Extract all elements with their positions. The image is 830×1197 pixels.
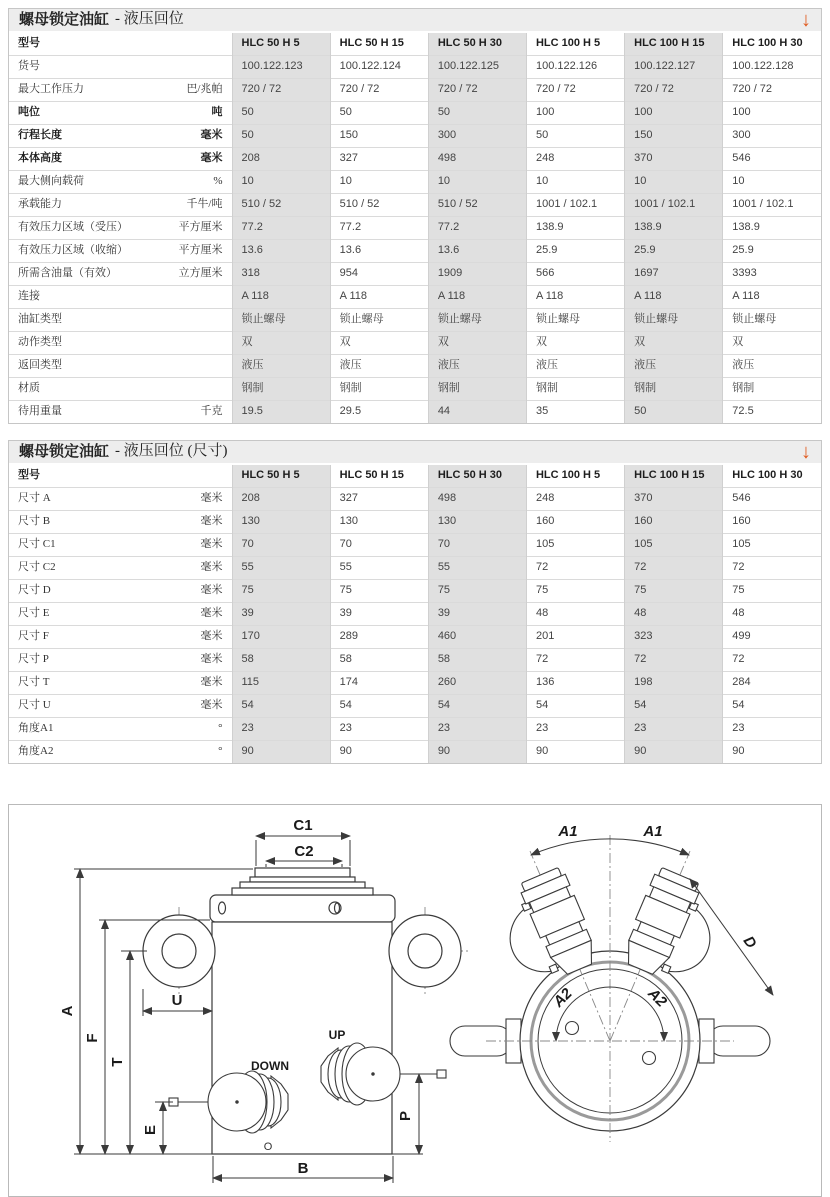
spec-value: 130	[428, 511, 526, 534]
jump-down-arrow-icon[interactable]: ↓	[801, 8, 811, 31]
row-label: 尺寸 B 毫米	[9, 511, 232, 534]
spec-value: 钢制	[526, 378, 624, 401]
spec-value: 248	[526, 148, 624, 171]
spec-value: 510 / 52	[330, 194, 428, 217]
spec-value: 双	[330, 332, 428, 355]
spec-value: 50	[232, 125, 330, 148]
spec-value: 138.9	[526, 217, 624, 240]
spec-value: 720 / 72	[526, 79, 624, 102]
model-name: HLC 100 H 30	[723, 33, 821, 56]
model-name: HLC 50 H 15	[330, 465, 428, 488]
spec-value: 170	[232, 626, 330, 649]
spec-value: 液压	[526, 355, 624, 378]
column-header-label: 型号	[18, 469, 40, 481]
row-label: 所需含油量（有效） 立方厘米	[9, 263, 232, 286]
spec-value: 23	[625, 718, 723, 741]
spec-value: 25.9	[723, 240, 821, 263]
spec-value: 13.6	[428, 240, 526, 263]
table-title-bold: 螺母锁定油缸	[19, 11, 110, 28]
spec-row	[9, 240, 821, 263]
spec-value: 13.6	[232, 240, 330, 263]
row-label: 待用重量 千克	[9, 401, 232, 424]
spec-value: 289	[330, 626, 428, 649]
dim-label-a1-right: A1	[643, 823, 663, 840]
model-name: HLC 50 H 5	[232, 33, 330, 56]
spec-value: 锁止螺母	[526, 309, 624, 332]
port-hole-left	[566, 1022, 579, 1035]
column-header-label: 型号	[18, 37, 40, 49]
spec-value: 720 / 72	[428, 79, 526, 102]
spec-value: 35	[526, 401, 624, 424]
spec-value: 318	[232, 263, 330, 286]
saddle-top	[255, 868, 350, 877]
row-label: 最大侧向载荷 %	[9, 171, 232, 194]
o-port-label: O	[263, 1141, 273, 1153]
spec-row	[9, 580, 821, 603]
spec-value: 1001 / 102.1	[723, 194, 821, 217]
spec-value: 48	[526, 603, 624, 626]
spec-value: 198	[625, 672, 723, 695]
spec-row	[9, 355, 821, 378]
spec-row	[9, 102, 821, 125]
spec-value: 90	[428, 741, 526, 764]
spec-value: 260	[428, 672, 526, 695]
spec-row	[9, 401, 821, 424]
row-label: 角度A1 °	[9, 718, 232, 741]
spec-row	[9, 695, 821, 718]
spec-row	[9, 263, 821, 286]
spec-value: A 118	[625, 286, 723, 309]
spec-value: 双	[526, 332, 624, 355]
spec-value: 70	[330, 534, 428, 557]
spec-value: 10	[625, 171, 723, 194]
spec-value: 72	[723, 649, 821, 672]
spec-row	[9, 79, 821, 102]
dim-label-a2-left: A2	[550, 985, 576, 1011]
table-title-bar	[9, 9, 821, 33]
row-label: 尺寸 T 毫米	[9, 672, 232, 695]
spec-value: 130	[232, 511, 330, 534]
port-hole-right	[643, 1052, 656, 1065]
dim-label-a: A	[59, 1005, 76, 1017]
spec-value: 54	[723, 695, 821, 718]
spec-value: 75	[625, 580, 723, 603]
spec-value: 100	[526, 102, 624, 125]
row-label: 尺寸 C1 毫米	[9, 534, 232, 557]
model-name: HLC 100 H 5	[526, 465, 624, 488]
dim-label-t: T	[109, 1057, 126, 1067]
spec-row	[9, 603, 821, 626]
spec-value: 100	[723, 102, 821, 125]
spec-value: 100.122.124	[330, 56, 428, 79]
spec-value: 90	[625, 741, 723, 764]
spec-value: 150	[330, 125, 428, 148]
spec-value: 58	[428, 649, 526, 672]
spec-row	[9, 56, 821, 79]
spec-table-section-performance	[8, 8, 822, 424]
spec-value: 23	[330, 718, 428, 741]
spec-value: 55	[232, 557, 330, 580]
spec-value: 323	[625, 626, 723, 649]
spec-value: 72	[723, 557, 821, 580]
spec-value: 1697	[625, 263, 723, 286]
spec-row	[9, 148, 821, 171]
spec-value: 58	[330, 649, 428, 672]
spec-value: 510 / 52	[428, 194, 526, 217]
spec-value: 160	[723, 511, 821, 534]
spec-value: 208	[232, 488, 330, 511]
model-name: HLC 100 H 5	[526, 33, 624, 56]
dim-label-e: E	[142, 1124, 159, 1136]
dim-label-a2-right: A2	[644, 985, 670, 1011]
spec-value: 液压	[723, 355, 821, 378]
spec-value: 50	[232, 102, 330, 125]
spec-value: A 118	[232, 286, 330, 309]
spec-value: 44	[428, 401, 526, 424]
spec-value: 23	[526, 718, 624, 741]
spec-value: 284	[723, 672, 821, 695]
spec-value: 138.9	[723, 217, 821, 240]
spec-row	[9, 217, 821, 240]
spec-value: 10	[330, 171, 428, 194]
spec-value: 499	[723, 626, 821, 649]
spec-value: 460	[428, 626, 526, 649]
row-label: 行程长度 毫米	[9, 125, 232, 148]
spec-value: 90	[723, 741, 821, 764]
model-header-row	[9, 465, 821, 488]
spec-value: 48	[723, 603, 821, 626]
spec-value: 双	[232, 332, 330, 355]
spec-value: 327	[330, 488, 428, 511]
spec-value: 77.2	[428, 217, 526, 240]
spec-value: 50	[526, 125, 624, 148]
spec-value: A 118	[723, 286, 821, 309]
spec-value: 10	[428, 171, 526, 194]
spec-value: 50	[428, 102, 526, 125]
spec-value: 70	[232, 534, 330, 557]
dimension-table	[9, 465, 821, 763]
table-title-rest: - 液压回位 (尺寸)	[115, 443, 228, 459]
spec-value: 19.5	[232, 401, 330, 424]
spec-value: 1001 / 102.1	[526, 194, 624, 217]
spec-value: 370	[625, 488, 723, 511]
dim-label-d: D	[739, 933, 760, 952]
spec-value: 100.122.125	[428, 56, 526, 79]
spec-value: 201	[526, 626, 624, 649]
spec-value: 29.5	[330, 401, 428, 424]
spec-value: 90	[526, 741, 624, 764]
spec-value: 液压	[232, 355, 330, 378]
model-name: HLC 50 H 30	[428, 465, 526, 488]
spec-value: 1001 / 102.1	[625, 194, 723, 217]
spec-row	[9, 286, 821, 309]
spec-row	[9, 378, 821, 401]
row-label: 连接	[9, 286, 232, 309]
spec-value: 13.6	[330, 240, 428, 263]
spec-value: 510 / 52	[232, 194, 330, 217]
spec-value: 100	[625, 102, 723, 125]
spec-value: 58	[232, 649, 330, 672]
spec-value: 54	[330, 695, 428, 718]
spec-value: 150	[625, 125, 723, 148]
spec-value: 72	[625, 649, 723, 672]
spec-row	[9, 741, 821, 764]
spec-value: 566	[526, 263, 624, 286]
down-coupler	[169, 1071, 288, 1133]
spec-value: 327	[330, 148, 428, 171]
spec-value: 90	[232, 741, 330, 764]
spec-value: 钢制	[625, 378, 723, 401]
model-name: HLC 50 H 30	[428, 33, 526, 56]
spec-value: 720 / 72	[723, 79, 821, 102]
down-port-label: DOWN	[251, 1059, 289, 1073]
spec-row	[9, 309, 821, 332]
spec-value: 钢制	[330, 378, 428, 401]
row-label: 尺寸 E 毫米	[9, 603, 232, 626]
spec-value: 48	[625, 603, 723, 626]
row-label: 动作类型	[9, 332, 232, 355]
spec-value: 55	[428, 557, 526, 580]
row-label: 最大工作压力 巴/兆帕	[9, 79, 232, 102]
dim-label-a1-left: A1	[558, 823, 578, 840]
spec-row	[9, 488, 821, 511]
dim-label-p: P	[397, 1110, 414, 1122]
spec-value: 液压	[625, 355, 723, 378]
spec-row	[9, 534, 821, 557]
spec-value: 50	[625, 401, 723, 424]
spec-value: 锁止螺母	[232, 309, 330, 332]
spec-value: 23	[232, 718, 330, 741]
spec-table	[9, 33, 821, 423]
spec-value: A 118	[330, 286, 428, 309]
spec-value: 546	[723, 148, 821, 171]
spec-row	[9, 511, 821, 534]
spec-table-section-dimensions	[8, 440, 822, 764]
spec-value: 100.122.123	[232, 56, 330, 79]
row-label: 尺寸 F 毫米	[9, 626, 232, 649]
spec-value: 105	[625, 534, 723, 557]
spec-value: 720 / 72	[232, 79, 330, 102]
spec-value: 23	[428, 718, 526, 741]
row-label: 尺寸 A 毫米	[9, 488, 232, 511]
row-label: 返回类型	[9, 355, 232, 378]
spec-value: 锁止螺母	[625, 309, 723, 332]
spec-value: 90	[330, 741, 428, 764]
up-coupler	[321, 1043, 446, 1105]
spec-value: 70	[428, 534, 526, 557]
handle-left	[450, 1026, 512, 1056]
cylinder-head-flange	[210, 895, 395, 922]
spec-value: 130	[330, 511, 428, 534]
spec-value: 液压	[428, 355, 526, 378]
spec-value: 54	[232, 695, 330, 718]
spec-value: 55	[330, 557, 428, 580]
spec-value: 105	[526, 534, 624, 557]
row-label: 承载能力 千牛/吨	[9, 194, 232, 217]
spec-value: A 118	[526, 286, 624, 309]
spec-value: 498	[428, 148, 526, 171]
spec-value: 105	[723, 534, 821, 557]
row-label: 油缸类型	[9, 309, 232, 332]
spec-value: 546	[723, 488, 821, 511]
spec-value: 208	[232, 148, 330, 171]
spec-value: 72	[526, 557, 624, 580]
spec-value: 双	[428, 332, 526, 355]
row-label: 材质	[9, 378, 232, 401]
table-title-bar	[9, 441, 821, 465]
model-header-row	[9, 33, 821, 56]
dim-label-c1: C1	[293, 817, 313, 834]
cylinder-dimension-drawing	[9, 805, 821, 1196]
top-view-drawing	[450, 823, 773, 1142]
spec-value: 双	[723, 332, 821, 355]
row-label: 角度A2 °	[9, 741, 232, 764]
spec-value: 50	[330, 102, 428, 125]
spec-value: 10	[526, 171, 624, 194]
spec-value: 100.122.126	[526, 56, 624, 79]
spec-value: 钢制	[428, 378, 526, 401]
spec-value: 3393	[723, 263, 821, 286]
up-port-label: UP	[328, 1028, 346, 1042]
model-name: HLC 100 H 15	[625, 33, 723, 56]
dimension-drawing-panel	[8, 804, 822, 1197]
side-view-drawing	[59, 817, 469, 1183]
spec-value: 54	[428, 695, 526, 718]
model-name: HLC 50 H 15	[330, 33, 428, 56]
table-title-rest: - 液压回位	[115, 11, 184, 27]
spec-value: 300	[428, 125, 526, 148]
spec-value: 10	[232, 171, 330, 194]
row-label: 尺寸 C2 毫米	[9, 557, 232, 580]
spec-value: 75	[526, 580, 624, 603]
spec-value: 39	[232, 603, 330, 626]
spec-value: 钢制	[232, 378, 330, 401]
spec-value: 138.9	[625, 217, 723, 240]
spec-value: 498	[428, 488, 526, 511]
handle-right	[708, 1026, 770, 1056]
spec-value: 锁止螺母	[723, 309, 821, 332]
spec-value: 锁止螺母	[428, 309, 526, 332]
spec-value: 25.9	[526, 240, 624, 263]
spec-value: 75	[428, 580, 526, 603]
spec-value: 1909	[428, 263, 526, 286]
lifting-eye-right	[389, 915, 461, 987]
spec-value: 300	[723, 125, 821, 148]
spec-value: 25.9	[625, 240, 723, 263]
spec-value: 100.122.128	[723, 56, 821, 79]
row-label: 货号	[9, 56, 232, 79]
spec-row	[9, 171, 821, 194]
spec-value: 75	[232, 580, 330, 603]
spec-value: 72	[625, 557, 723, 580]
spec-value: 370	[625, 148, 723, 171]
model-name: HLC 50 H 5	[232, 465, 330, 488]
spec-value: 720 / 72	[330, 79, 428, 102]
spec-value: 77.2	[330, 217, 428, 240]
spec-row	[9, 332, 821, 355]
spec-value: 75	[723, 580, 821, 603]
row-label: 有效压力区域（受压） 平方厘米	[9, 217, 232, 240]
row-label: 有效压力区域（收缩） 平方厘米	[9, 240, 232, 263]
dim-label-c2: C2	[294, 843, 314, 860]
spec-value: 23	[723, 718, 821, 741]
spec-value: 54	[625, 695, 723, 718]
spec-row	[9, 672, 821, 695]
spec-value: 115	[232, 672, 330, 695]
spec-row	[9, 649, 821, 672]
spec-value: A 118	[428, 286, 526, 309]
spec-value: 954	[330, 263, 428, 286]
spec-row	[9, 718, 821, 741]
spec-value: 160	[625, 511, 723, 534]
dim-label-b: B	[297, 1160, 309, 1177]
spec-value: 174	[330, 672, 428, 695]
dim-label-f: F	[84, 1033, 101, 1043]
spec-row	[9, 626, 821, 649]
row-label: 尺寸 D 毫米	[9, 580, 232, 603]
spec-value: 72	[526, 649, 624, 672]
spec-value: 39	[428, 603, 526, 626]
spec-value: 72.5	[723, 401, 821, 424]
spec-value: 160	[526, 511, 624, 534]
spec-row	[9, 557, 821, 580]
jump-down-arrow-icon[interactable]: ↓	[801, 440, 811, 463]
spec-value: 77.2	[232, 217, 330, 240]
spec-value: 10	[723, 171, 821, 194]
table-title-bold: 螺母锁定油缸	[19, 443, 110, 460]
spec-value: 136	[526, 672, 624, 695]
lifting-eye-left	[143, 915, 215, 987]
spec-value: 钢制	[723, 378, 821, 401]
row-label: 尺寸 P 毫米	[9, 649, 232, 672]
spec-row	[9, 125, 821, 148]
spec-value: 248	[526, 488, 624, 511]
spec-value: 双	[625, 332, 723, 355]
row-label: 尺寸 U 毫米	[9, 695, 232, 718]
model-name: HLC 100 H 15	[625, 465, 723, 488]
dim-label-u: U	[171, 992, 183, 1009]
spec-value: 720 / 72	[625, 79, 723, 102]
spec-value: 75	[330, 580, 428, 603]
model-name: HLC 100 H 30	[723, 465, 821, 488]
spec-value: 100.122.127	[625, 56, 723, 79]
spec-row	[9, 194, 821, 217]
spec-value: 39	[330, 603, 428, 626]
spec-value: 54	[526, 695, 624, 718]
row-label: 本体高度 毫米	[9, 148, 232, 171]
spec-value: 液压	[330, 355, 428, 378]
row-label: 吨位 吨	[9, 102, 232, 125]
spec-value: 锁止螺母	[330, 309, 428, 332]
